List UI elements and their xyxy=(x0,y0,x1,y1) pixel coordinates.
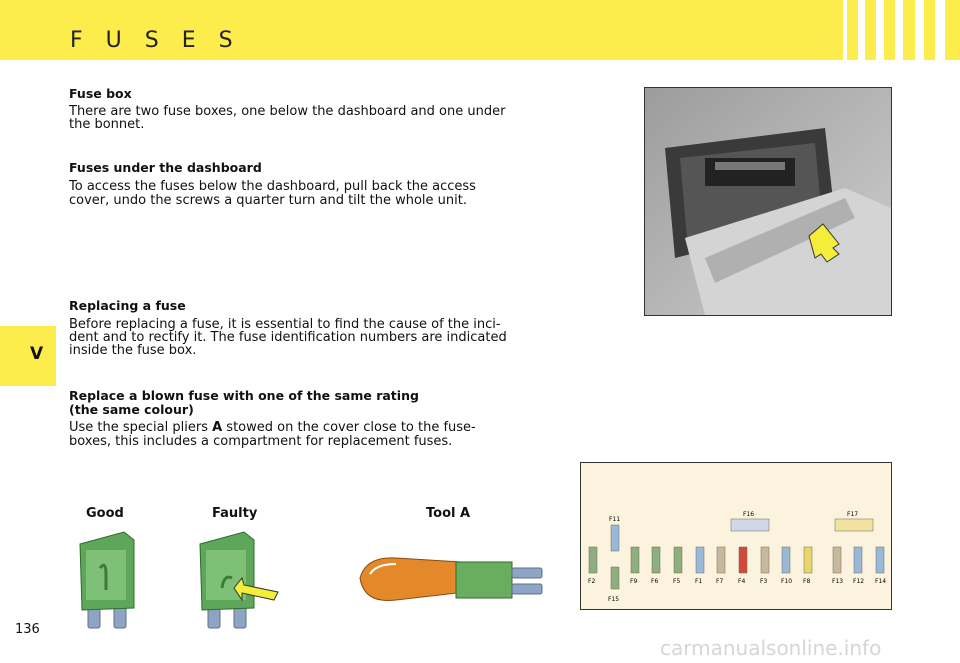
text-span: Use the special pliers xyxy=(69,420,213,435)
heading-fuse-box: Fuse box xyxy=(69,86,132,101)
good-fuse-illustration xyxy=(76,530,138,632)
fuse-label: F2 xyxy=(588,578,596,585)
fuse-label: F16 xyxy=(743,511,755,518)
fuse xyxy=(696,547,704,573)
fuse xyxy=(782,547,790,573)
fuse-label: F5 xyxy=(673,578,681,585)
caption-good: Good xyxy=(86,506,124,521)
fuse xyxy=(804,547,812,573)
fuse-label: F3 xyxy=(760,578,768,585)
header-stripe xyxy=(858,0,865,60)
fuse-label: F7 xyxy=(716,578,724,585)
fuse-row xyxy=(588,547,886,585)
paragraph-line: inside the fuse box. xyxy=(69,343,197,358)
paragraph-line: cover, undo the screws a quarter turn and tilt the whole unit. xyxy=(69,193,467,208)
fuse-label: F14 xyxy=(875,578,887,585)
header-stripe xyxy=(843,0,847,60)
paragraph-line: Before replacing a fuse, it is essential to find the cause of the inci- xyxy=(69,317,501,332)
fuse xyxy=(854,547,862,573)
heading-blown-fuse: Replace a blown fuse with one of the same rating xyxy=(69,388,419,403)
paragraph-line: There are two fuse boxes, one below the dashboard and one under xyxy=(69,104,506,119)
fuse-label: F4 xyxy=(738,578,746,585)
fuse xyxy=(652,547,660,573)
fuse xyxy=(731,519,769,531)
fuse-label: F10 xyxy=(781,578,793,585)
fuse-label: F8 xyxy=(803,578,811,585)
fuse xyxy=(631,547,639,573)
faulty-fuse-illustration xyxy=(196,530,282,632)
fuse xyxy=(611,525,619,551)
fuse xyxy=(739,547,747,573)
fuse xyxy=(717,547,725,573)
fuse-layout-diagram xyxy=(580,462,892,610)
fuse xyxy=(589,547,597,573)
watermark: carmanualsonline.info xyxy=(660,636,882,660)
text-span: stowed on the cover close to the fuse- xyxy=(222,420,476,435)
fuse-label: F12 xyxy=(853,578,865,585)
caption-faulty: Faulty xyxy=(212,506,258,521)
heading-replacing: Replacing a fuse xyxy=(69,298,186,313)
fuse xyxy=(835,519,873,531)
fuse-label: F15 xyxy=(608,596,620,603)
fuse-label: F11 xyxy=(609,516,621,523)
fuse-label: F13 xyxy=(832,578,844,585)
fuse-label: F6 xyxy=(651,578,659,585)
dashboard-fuse-box-photo xyxy=(644,87,892,316)
heading-blown-fuse-sub: (the same colour) xyxy=(69,402,194,417)
fuse xyxy=(761,547,769,573)
caption-tool: Tool A xyxy=(426,506,471,521)
text-bold: A xyxy=(212,420,223,435)
fuse xyxy=(833,547,841,573)
paragraph-line: the bonnet. xyxy=(69,117,145,132)
fuse-label: F1 xyxy=(695,578,703,585)
fuse xyxy=(611,567,619,589)
paragraph-line xyxy=(69,421,547,434)
fuse-label: F9 xyxy=(630,578,638,585)
tool-a-illustration xyxy=(356,548,546,618)
paragraph-line: dent and to rectify it. The fuse identification numbers are indicated xyxy=(69,330,507,345)
header-stripe xyxy=(935,0,945,60)
section-tab-label: V xyxy=(30,344,44,364)
paragraph-line: boxes, this includes a compartment for replacement fuses. xyxy=(69,434,453,449)
header-stripe xyxy=(895,0,903,60)
paragraph-line: To access the fuses below the dashboard, pull back the access xyxy=(69,179,476,194)
fuse xyxy=(876,547,884,573)
section-tab xyxy=(0,326,56,386)
page-number: 136 xyxy=(15,622,40,637)
heading-under-dashboard: Fuses under the dashboard xyxy=(69,160,262,175)
header-stripe xyxy=(915,0,924,60)
fuse xyxy=(674,547,682,573)
fuse-label: F17 xyxy=(847,511,859,518)
page-title: F U S E S xyxy=(70,28,241,53)
header-stripe xyxy=(876,0,884,60)
